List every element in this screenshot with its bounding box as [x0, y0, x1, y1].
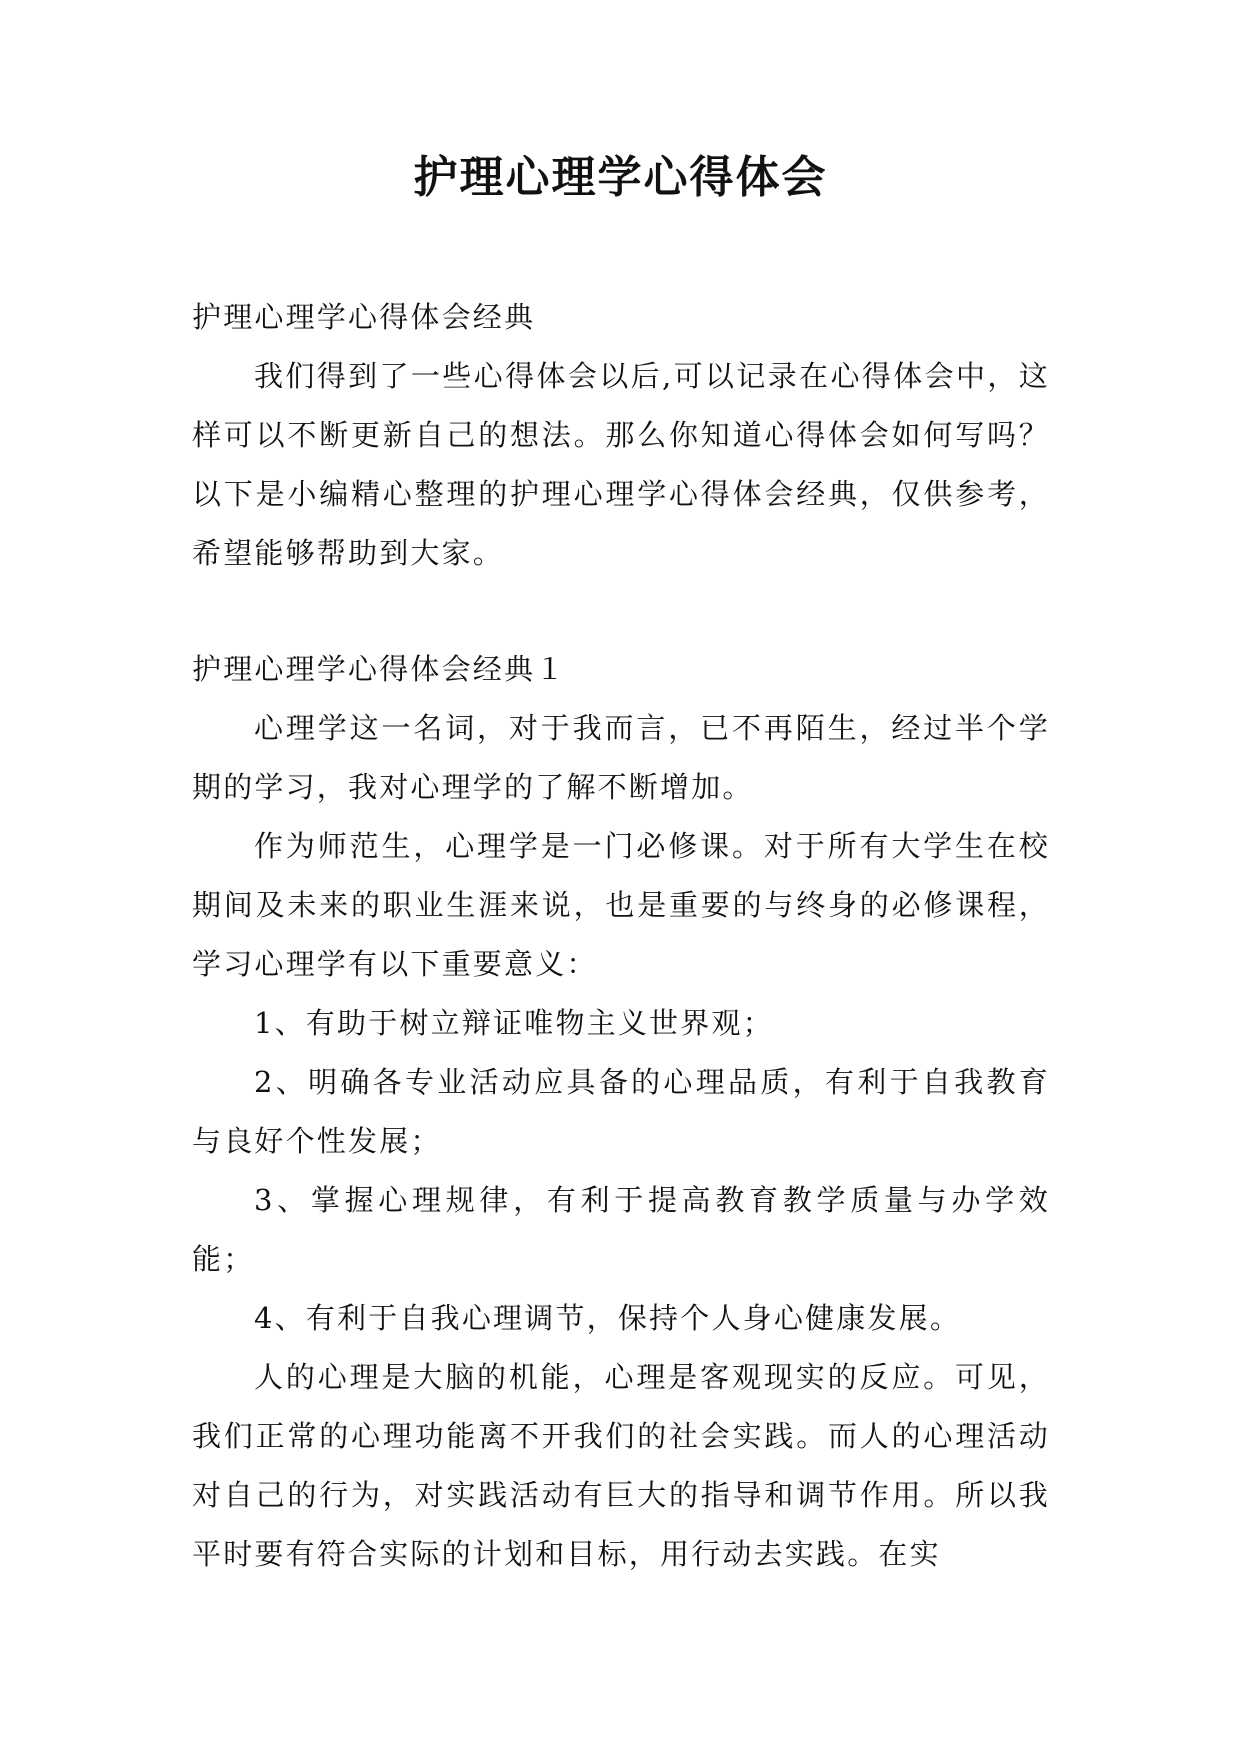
- list-item: 1、有助于树立辩证唯物主义世界观；: [254, 1006, 774, 1040]
- body-paragraph: 心理学这一名词，对于我而言，已不再陌生，经过半个学期的学习，我对心理学的了解不断增加。: [192, 711, 1050, 804]
- section-heading: 护理心理学心得体会经典: [192, 300, 536, 334]
- document-title: 护理心理学心得体会: [413, 152, 828, 203]
- body-paragraph: 作为师范生，心理学是一门必修课。对于所有大学生在校期间及未来的职业生涯来说，也是重要的与终身的必修课程，学习心理学有以下重要意义：: [192, 829, 1050, 981]
- list-item: 3、掌握心理规律，有利于提高教育教学质量与办学效能；: [192, 1183, 1050, 1276]
- section-heading: 护理心理学心得体会经典１: [192, 652, 567, 686]
- body-paragraph: 人的心理是大脑的机能，心理是客观现实的反应。可见，我们正常的心理功能离不开我们的社会实践。而人的心理活动对自己的行为，对实践活动有巨大的指导和调节作用。所以我平时要有符合实际的计划和目标，用行动去实践。在实: [192, 1360, 1050, 1571]
- document-body: [192, 288, 1050, 1584]
- intro-paragraph: 我们得到了一些心得体会以后,可以记录在心得体会中，这样可以不断更新自己的想法。那么你知道心得体会如何写吗？以下是小编精心整理的护理心理学心得体会经典，仅供参考，希望能够帮助到大家。: [192, 359, 1050, 570]
- section-spacer: [192, 583, 1050, 640]
- list-item: 2、明确各专业活动应具备的心理品质，有利于自我教育与良好个性发展；: [192, 1065, 1050, 1158]
- list-item: 4、有利于自我心理调节，保持个人身心健康发展。: [254, 1301, 962, 1335]
